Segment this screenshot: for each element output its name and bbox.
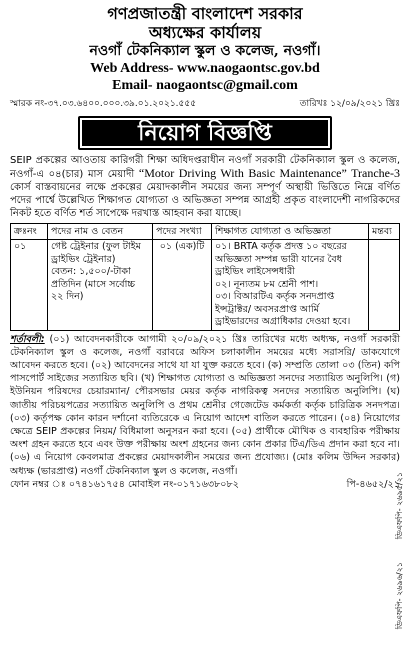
row-qualification bbox=[212, 240, 369, 331]
qualification-2: ০২। নূন্যতম ৮ম শ্রেনী পাশ। bbox=[215, 278, 319, 290]
col-count: পদের সংখ্যা bbox=[153, 224, 212, 240]
col-qualification: শিক্ষাগত যোগ্যতা ও অভিজ্ঞতা bbox=[212, 224, 369, 240]
publication-code: পি-৪৬৫২/২১ bbox=[346, 478, 400, 490]
row-remark bbox=[369, 240, 400, 331]
email-address: Email- naogaontsc@gmail.com bbox=[112, 78, 298, 93]
row-serial: ০১ bbox=[11, 240, 48, 331]
qualification-3: ০৩। বিআরটিএ কর্তৃক সনদপ্রাপ্ত ইন্সট্রাক্টর/ অবসরপ্রাপ্ত আর্মি ড্রাইভারদের অগ্রাধিকার দেওয়া হবে। bbox=[215, 291, 351, 327]
reference-line bbox=[6, 98, 404, 110]
terms-lead: শর্তাবলী: bbox=[10, 333, 45, 345]
col-post: পদের নাম ও বেতন bbox=[48, 224, 153, 240]
intro-paragraph bbox=[6, 154, 404, 220]
row-post bbox=[48, 240, 153, 331]
memo-number: স্মারক নং-৩৭.০৩.৬৪০০.০০০.৩৯.০১.২০২১.৫৫৫ bbox=[10, 99, 197, 109]
side-code-upper: ডিএফপি- ২৬৯৫/২১ bbox=[395, 472, 404, 540]
post-name: গেষ্ট ট্রেইনার (ফুল টাইম ড্রাইভিং ট্রেইনার) bbox=[51, 241, 141, 265]
intro-part1: SEIP প্রকল্পের আওতায় কারিগরী শিক্ষা অধিদপ্তরাধীন নওগাঁ সরকারী টেকনিক্যাল স্কুল ও কলেজ, নওগাঁ-এ ০৪(চার) মাস মেয়াদী bbox=[10, 155, 400, 180]
notice-banner: নিয়োগ বিজ্ঞপ্তি bbox=[78, 116, 332, 150]
footer-line bbox=[6, 478, 404, 491]
table-header-row bbox=[11, 224, 400, 240]
qualification-1: ০১। BRTA কর্তৃক প্রদত্ত ১০ বছরের অভিজ্ঞতা সম্পন্ন ভারী যানের বৈধ ড্রাইভিং লাইসেন্সধারী bbox=[215, 241, 347, 277]
intro-part2: কোর্স বাস্তবায়নের লক্ষে প্রকল্পের মেয়াদকালীন সময়ের জন্য সম্পূর্ণ অস্থায়ী ভিত্তিতে নিম্নে বর্ণিত পদের পার্শ্বে উল্লেখিত শিক্ষাগত যোগ্যতা ও অভিজ্ঞতা সম্পন্ন আগ্রহী প্রকৃত বাংলাদেশী নাগরিকদের নিকট হতে বর্ণিত শর্ত সাপেক্ষে দরখাস্ত আহবান করা যাচ্ছে। bbox=[10, 182, 400, 219]
row-count: ০১ (এক)টি bbox=[153, 240, 212, 331]
course-name: “Motor Driving With Basic Maintenance” Tranche-3 bbox=[138, 166, 400, 180]
terms-body: (০১) আবেদনকারীকে আগামী ২০/০৯/২০২১ খ্রিঃ তারিখের মধ্যে অধ্যক্ষ, নওগাঁ সরকারী টেকনিক্যাল স্কুল ও কলেজ, নওগাঁ বরাবরে অফিস চলাকালীন সময়ের মধ্যে সরাসরি/ ডাকযোগে আবেদন করতে হবে। (০২) আবেদনের সাথে যা যা যুক্ত করতে হবে। (ক) সম্প্রতি তোলা ০৩ (তিন) কপি পাসপোর্ট সাইজের সত্যায়িত ছবি। (খ) শিক্ষাগত যোগ্যতা ও অভিজ্ঞতা সনদের সত্যায়িত অনুলিপি। (গ) ইউনিয়ন পরিষদের চেয়ারম্যান/ পৌরসভার মেয়র কর্তৃক নাগরিকত্ব সনদের সত্যায়িত অনুলিপি। (ঘ) জাতীয় পরিচয়পত্রের সত্যায়িত অনুলিপি ও প্রথম শ্রেনীর গেজেটেড কর্মকর্তা কর্তৃক চারিত্রিক সনদপত্র। (০৩) কর্তৃপক্ষ কোন কারন দর্শানো ব্যতিরেকে এ নিয়োগ আদেশ বাতিল করতে পারেন। (০৪) নিয়োগের ক্ষেত্রে SEIP প্রকল্পের নিয়ম/ বিধিমালা অনুসরন করা হবে। (০৫) প্রার্থীকে মৌখিক ও ব্যবহারিক পরীক্ষায় অংশ গ্রহন করতে হবে এবং উক্ত পরীক্ষায় অংশ গ্রহনের জন্য কোন প্রকার টিএ/ডিএ প্রদান করা হবে না। (০৬) এ নিয়োগ কেবলমাত্র প্রকল্পের মেয়াদকালীন সময়ের জন্য প্রযোজ্য। (মোঃ কলিম উদ্দিন সরকার) অধ্যক্ষ (ভারপ্রাপ্ত) নওগাঁ টেকনিক্যাল স্কুল ও কলেজ, নওগাঁ। bbox=[10, 333, 400, 477]
col-remark: মন্তব্য bbox=[369, 224, 400, 240]
govt-title: গণপ্রজাতন্ত্রী বাংলাদেশ সরকার bbox=[107, 4, 303, 23]
notice-page bbox=[6, 2, 404, 650]
side-code-lower: ডিএফপি- ২৬৯৬/২১ bbox=[395, 562, 404, 630]
terms-paragraph bbox=[6, 331, 404, 478]
contact-phone: ফোন নম্বর ঃ ০৭৪১৬১৭৫৪ মোবাইল নং-০১৭১৬৩৮০৮২ bbox=[10, 478, 240, 490]
office-title: অধ্যক্ষের কার্যালয় bbox=[148, 23, 262, 42]
posts-table bbox=[10, 223, 400, 331]
web-address: Web Address- www.naogaontsc.gov.bd bbox=[90, 61, 320, 76]
notice-date: তারিখঃ ১২/০৯/২০২১ খ্রিঃ bbox=[299, 99, 400, 109]
post-salary: বেতন: ১,৫০০/-টাকা প্রতিদিন (মাসে সর্বোচ্চ ২২ দিন) bbox=[51, 266, 135, 302]
col-serial: ক্রঃনং bbox=[11, 224, 48, 240]
institution-title: নওগাঁ টেকনিক্যাল স্কুল ও কলেজ, নওগাঁ। bbox=[89, 43, 321, 59]
table-row bbox=[11, 240, 400, 331]
